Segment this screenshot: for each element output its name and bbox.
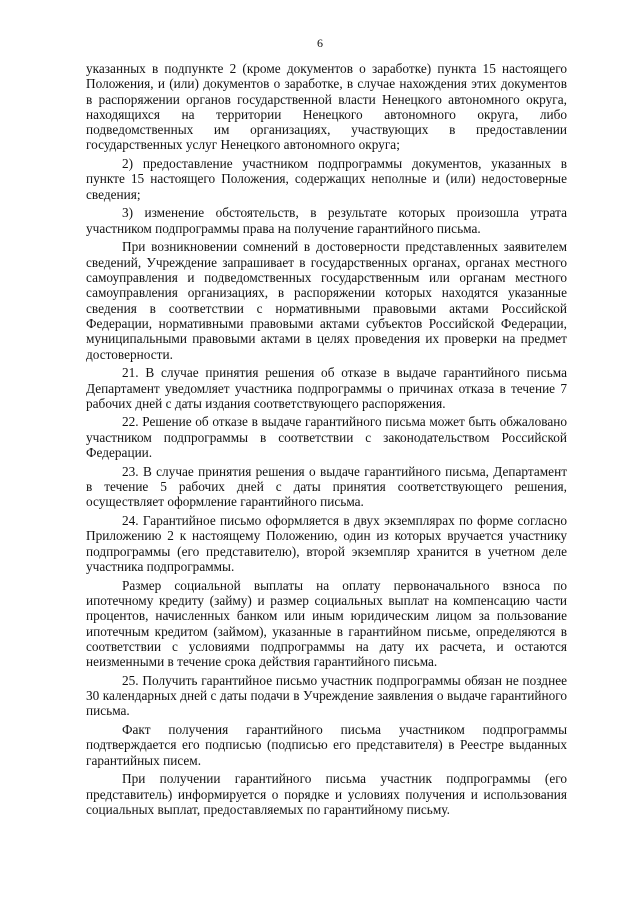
paragraph-item-3: 3) изменение обстоятельств, в результате которых произошла утрата участником подпрограммы права на получение гарантийного письма. — [86, 205, 567, 236]
paragraph-continuation: указанных в подпункте 2 (кроме документов о заработке) пункта 15 настоящего Положения, и (или) документов о заработке, в случае нахождения этих документов в распоряжении органов государственной власти Ненецкого автономного округа, находящихся на территории Ненецкого автономного округа, либо подведомственных им организациях, участвующих в предоставлении государственных услуг Ненецкого автономного округа; — [86, 61, 567, 153]
paragraph-clause-23: 23. В случае принятия решения о выдаче гарантийного письма, Департамент в течение 5 рабочих дней с даты принятия соответствующего решения, осуществляет оформление гарантийного письма. — [86, 463, 567, 510]
paragraph-clause-25: 25. Получить гарантийное письмо участник подпрограммы обязан не позднее 30 календарных дней с даты подачи в Учреждение заявления о выдаче гарантийного письма. — [86, 672, 567, 719]
page-number: 6 — [317, 36, 323, 50]
paragraph-receipt-fact: Факт получения гарантийного письма участником подпрограммы подтверждается его подписью (подписью его представителя) в Реестре выданных гарантийных писем. — [86, 722, 567, 768]
paragraph-receipt-info: При получении гарантийного письма участник подпрограммы (его представитель) информируется о порядке и условиях получения и использования социальных выплат, предоставляемых по гарантийному письму. — [86, 771, 567, 817]
paragraph-clause-24: 24. Гарантийное письмо оформляется в двух экземплярах по форме согласно Приложению 2 к настоящему Положению, один из которых вручается участнику подпрограммы (его представителю), второй экземпляр хранится в учетном деле участника подпрограммы. — [86, 513, 567, 574]
document-body — [86, 61, 567, 821]
paragraph-clause-21: 21. В случае принятия решения об отказе в выдаче гарантийного письма Департамент уведомляет участника подпрограммы о причинах отказа в течение 7 рабочих дней с даты издания соответствующего распоряжения. — [86, 365, 567, 411]
paragraph-payment-size: Размер социальной выплаты на оплату первоначального взноса по ипотечному кредиту (займу) и размер социальных выплат на компенсацию части процентов, начисленных банком или иным юридическим лицом за пользование ипотечным кредитом (займом), указанные в гарантийном письме, определяются в соответствии с условиями подпрограммы на дату их расчета, и остаются неизменными в течение срока действия гарантийного письма. — [86, 577, 567, 670]
paragraph-clause-22: 22. Решение об отказе в выдаче гарантийного письма может быть обжаловано участником подпрограммы в соответствии с законодательством Российской Федерации. — [86, 414, 567, 461]
paragraph-item-2: 2) предоставление участником подпрограммы документов, указанных в пункте 15 настоящего Положения, содержащих неполные и (или) недостоверные сведения; — [86, 156, 567, 202]
paragraph-verification: При возникновении сомнений в достоверности представленных заявителем сведений, Учреждение запрашивает в государственных органах, органах местного самоуправления и подведомственных государственным или органам местного самоуправления организациях, в распоряжении которых находятся указанные сведения в соответствии с нормативными правовыми актами Российской Федерации, нормативными правовыми актами субъектов Российской Федерации, муниципальными правовыми актами в целях проведения их проверки на предмет достоверности. — [86, 239, 567, 362]
